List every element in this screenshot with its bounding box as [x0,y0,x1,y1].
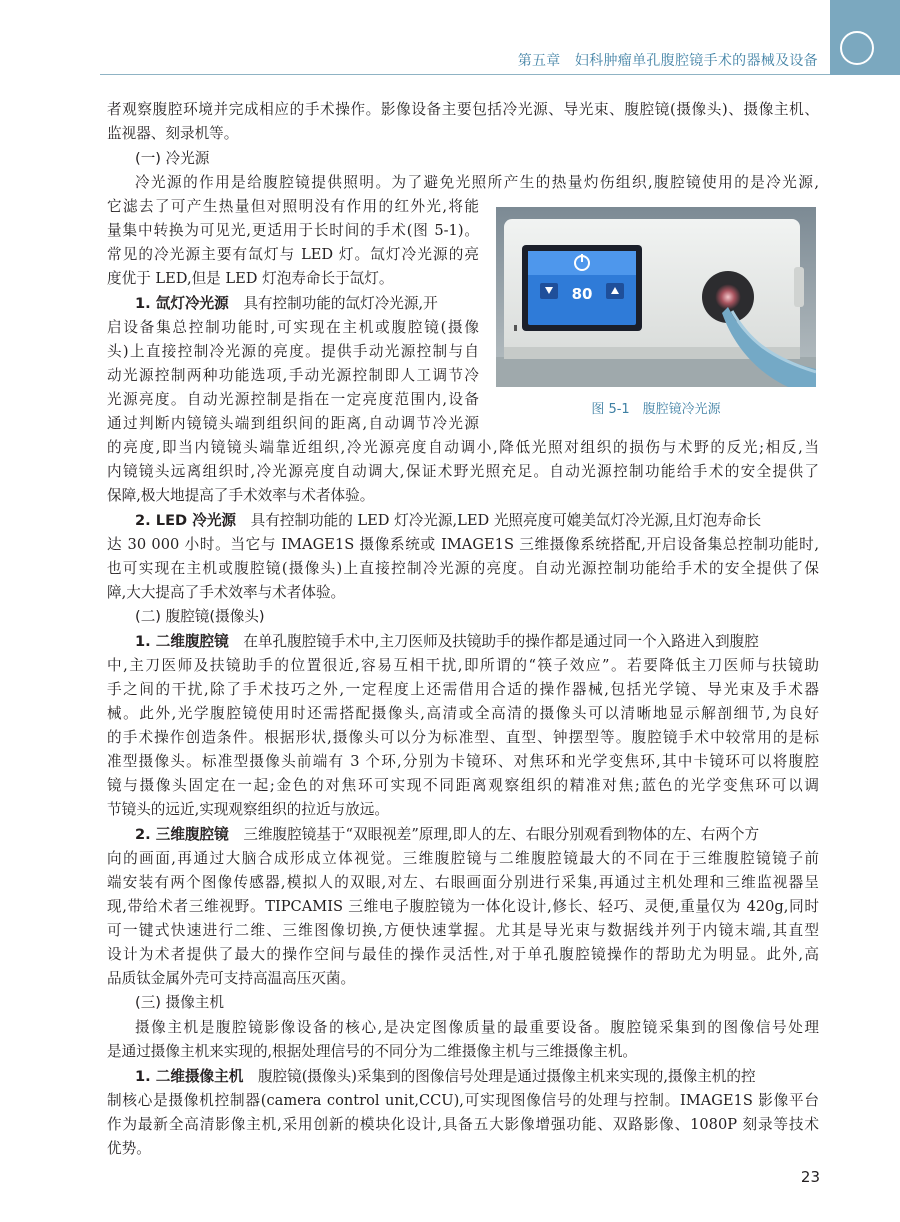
text-line: 者观察腹腔环境并完成相应的手术操作。影像设备主要包括冷光源、导光束、腹腔镜(摄像头)、摄像主机、 [107,101,819,118]
text-line: 的手术操作创造条件。根据形状,摄像头可以分为标准型、直型、钟摆型等。腹腔镜手术中较常用的是标 [107,729,819,746]
text-line: 内镜镜头远离组织时,冷光源亮度自动调大,保证术野光照充足。自动光源控制功能给手术的安全提供了 [107,463,819,480]
section-heading: (一) 冷光源 [135,150,210,167]
subheading-line [135,295,438,313]
text-line: 端安装有两个图像传感器,模拟人的双眼,对左、右眼画面分别进行采集,再通过主机处理和三维监视器呈 [107,874,819,891]
text-line: 动光源控制两种功能选项,手动光源控制即人工调节冷 [107,367,479,384]
text-line: 摄像主机是腹腔镜影像设备的核心,是决定图像质量的最重要设备。腹腔镜采集到的图像信号处理 [135,1019,819,1036]
section-heading: (二) 腹腔镜(摄像头) [135,608,265,625]
text-run: 三维腹腔镜基于“双眼视差”原理,即人的左、右眼分别观看到物体的左、右两个方 [243,826,760,843]
text-line: 械。此外,光学腹腔镜使用时还需搭配摄像头,高清或全高清的摄像头可以清晰地显示解剖细节,为良好 [107,705,819,722]
text-line: 节镜头的远近,实现观察组织的拉近与放远。 [107,801,389,818]
text-line: 优势。 [107,1140,151,1157]
text-line: 制核心是摄像机控制器(camera control unit,CCU),可实现图像信号的处理与控制。IMAGE1S 影像平台 [107,1092,819,1109]
cold-light-source-photo [496,207,816,387]
text-line: 达 30 000 小时。当它与 IMAGE1S 摄像系统或 IMAGE1S 三维摄像系统搭配,开启设备集总控制功能时, [107,536,819,553]
subheading: 1. 氙灯冷光源 [135,295,229,312]
chapter-title: 第五章 妇科肿瘤单孔腹腔镜手术的器械及设备 [517,53,818,69]
text-run: 具有控制功能的 LED 灯冷光源,LED 光照亮度可媲美氙灯冷光源,且灯泡寿命长 [250,512,762,529]
text-line: 启设备集总控制功能时,可实现在主机或腹腔镜(摄像 [107,319,479,336]
text-line: 头)上直接控制冷光源的亮度。提供手动光源控制与自 [107,343,479,360]
text-line: 现,带给术者三维视野。TIPCAMIS 三维电子腹腔镜为一体化设计,修长、轻巧、灵便,重量仅为 420g,同时 [107,898,819,915]
subheading-line [135,826,759,844]
text-line: 手之间的干扰,除了手术技巧之外,一定程度上还需借用合适的操作器械,包括光学镜、导光束及手术器 [107,681,819,698]
text-line: 向的画面,再通过大脑合成形成立体视觉。三维腹腔镜与二维腹腔镜最大的不同在于三维腹腔镜镜子前 [107,850,819,867]
text-line: 保障,极大地提高了手术效率与术者体验。 [107,487,375,504]
text-line: 常见的冷光源主要有氙灯与 LED 灯。氙灯冷光源的亮 [107,246,479,263]
subheading-line [135,512,761,530]
text-line: 监视器、刻录机等。 [107,125,239,142]
text-line: 准型摄像头。标准型摄像头前端有 3 个环,分别为卡镜环、对焦环和光学变焦环,其中卡镜环可以将腹腔 [107,753,819,770]
header-rule [100,74,830,75]
text-line: 设计为术者提供了最大的操作空间与最佳的操作灵活性,对于单孔腹腔镜操作的帮助尤为明显。此外,高 [107,946,819,963]
section-heading: (三) 摄像主机 [135,994,224,1011]
text-line: 中,主刀医师及扶镜助手的位置很近,容易互相干扰,即所谓的“筷子效应”。若要降低主刀医师与扶镜助 [107,657,819,674]
text-line: 镜与摄像头固定在一起;金色的对焦环可实现不同距离观察组织的精准对焦;蓝色的光学变焦环可以调 [107,777,819,794]
text-line: 冷光源的作用是给腹腔镜提供照明。为了避免光照所产生的热量灼伤组织,腹腔镜使用的是冷光源, [135,174,819,191]
subheading: 1. 二维腹腔镜 [135,633,229,650]
cold-light-source-illustration [496,207,816,387]
text-line: 它滤去了可产生热量但对照明没有作用的红外光,将能 [107,198,479,215]
text-line: 的亮度,即当内镜镜头端靠近组织,冷光源亮度自动调小,降低光照对组织的损伤与术野的反光;相反,当 [107,439,819,456]
text-run: 具有控制功能的氙灯冷光源,开 [243,295,438,312]
text-run: 腹腔镜(摄像头)采集到的图像信号处理是通过摄像主机来实现的,摄像主机的控 [257,1068,756,1085]
brightness-value: 80 [571,285,593,303]
text-run: 在单孔腹腔镜手术中,主刀医师及扶镜助手的操作都是通过同一个入路进入到腹腔 [243,633,759,650]
text-line: 是通过摄像主机来实现的,根据处理信号的不同分为二维摄像主机与三维摄像主机。 [107,1043,638,1060]
text-line: 通过判断内镜镜头端到组织间的距离,自动调节冷光源 [107,415,479,432]
chapter-ring-icon [840,31,874,65]
subheading: 1. 二维摄像主机 [135,1068,244,1085]
text-line: 量集中转换为可见光,更适用于长时间的手术(图 5-1)。 [107,222,479,239]
text-line: 品质钛金属外壳可支持高温高压灭菌。 [107,970,356,987]
text-line: 可一键式快速进行二维、三维图像切换,方便快速掌握。尤其是导光束与数据线并列于内镜末端,其直型 [107,922,819,939]
subheading: 2. LED 冷光源 [135,512,237,529]
text-line: 也可实现在主机或腹腔镜(摄像头)上直接控制冷光源的亮度。自动光源控制功能给手术的安全提供了保 [107,560,819,577]
subheading-line [135,1068,756,1086]
text-line: 作为最新全高清影像主机,采用创新的模块化设计,具备五大影像增强功能、双路影像、1080P 刻录等技术 [107,1116,819,1133]
text-line: 光源亮度。自动光源控制是指在一定亮度范围内,设备 [107,391,479,408]
text-line: 度优于 LED,但是 LED 灯泡寿命长于氙灯。 [107,270,394,287]
subheading: 2. 三维腹腔镜 [135,826,229,843]
figure-caption: 图 5-1 腹腔镜冷光源 [591,402,721,417]
subheading-line [135,633,759,651]
text-line: 障,大大提高了手术效率与术者体验。 [107,584,346,601]
page-number: 23 [800,1168,820,1186]
